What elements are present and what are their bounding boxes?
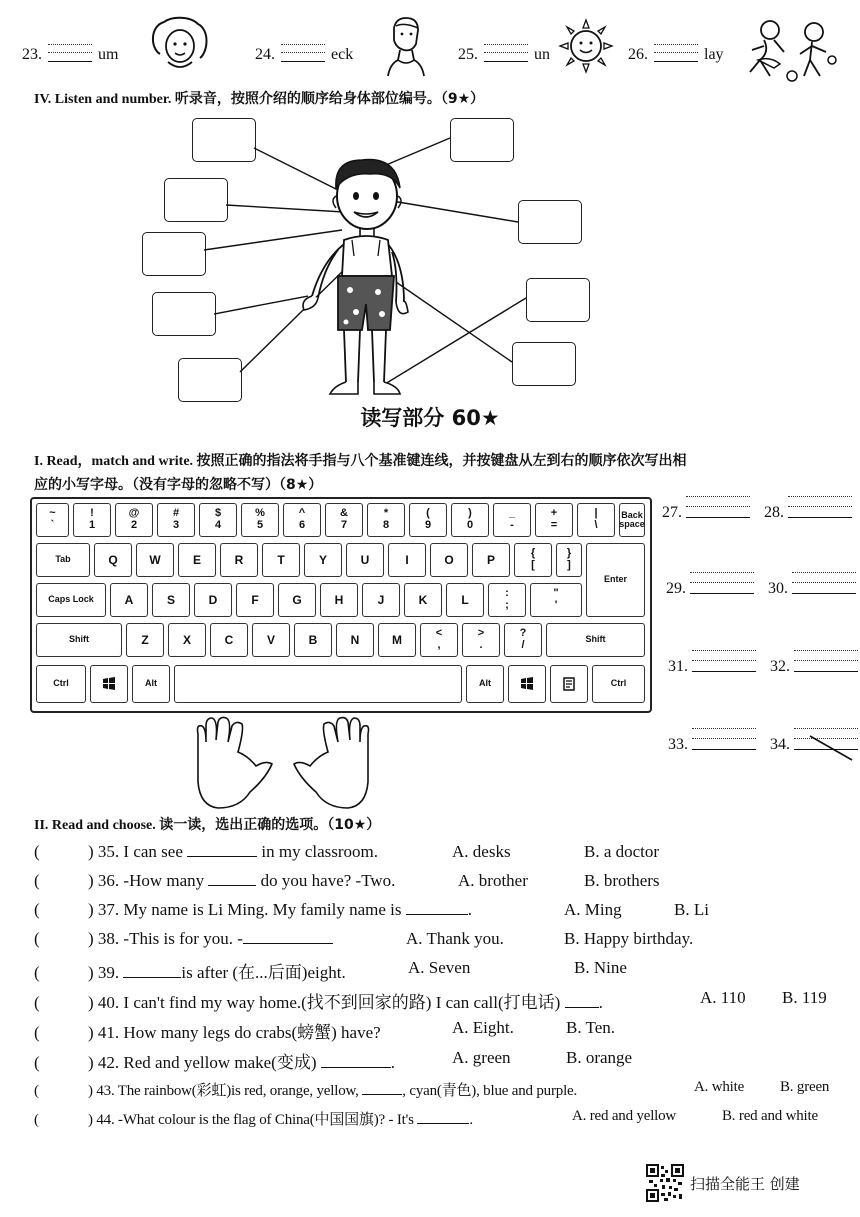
option-b[interactable]: B. Li xyxy=(674,900,709,919)
answer-blank[interactable] xyxy=(654,42,698,64)
option-a[interactable]: A. green xyxy=(452,1048,511,1067)
key-4: $ 4 xyxy=(199,503,237,537)
option-a[interactable]: A. red and yellow xyxy=(572,1108,677,1124)
answer-blank[interactable] xyxy=(321,1053,391,1068)
answer-30: 30. xyxy=(768,570,856,598)
key-l: L xyxy=(446,583,484,617)
answer-blank[interactable] xyxy=(484,42,528,64)
option-b[interactable]: B. Nine xyxy=(574,958,627,977)
answer-31: 31. xyxy=(668,648,756,676)
key-7: & 7 xyxy=(325,503,363,537)
key-u: U xyxy=(346,543,384,577)
question-43: ( ) 43. The rainbow(彩虹)is red, orange, yellow, , cyan(青色), blue and purple. A. white B. green xyxy=(34,1079,830,1099)
scanner-watermark xyxy=(646,1164,800,1202)
answer-blank[interactable] xyxy=(123,963,181,978)
key-left-alt: Alt xyxy=(132,665,170,703)
option-a[interactable]: A. 110 xyxy=(700,988,746,1007)
key-period: > . xyxy=(462,623,500,657)
option-b[interactable]: B. green xyxy=(780,1079,830,1095)
reading-writing-title: 读写部分 60★ xyxy=(360,406,500,430)
listen-number-heading: IV. Listen and number. 听录音，按照介绍的顺序给身体部位编号。（9★） xyxy=(34,91,485,107)
key-equals: + = xyxy=(535,503,573,537)
key-left-bracket: { [ xyxy=(514,543,552,577)
key-backspace: Back space xyxy=(619,503,645,537)
key-5: % 5 xyxy=(241,503,279,537)
answer-34: 34. xyxy=(770,726,858,754)
question-44: ( ) 44. -What colour is the flag of China(中国国旗)? - It's . A. red and yellow B. red and white xyxy=(34,1108,818,1128)
watermark-text: 扫描全能王 创建 xyxy=(690,1174,800,1193)
option-a[interactable]: A. brother xyxy=(458,871,528,890)
key-right-alt: Alt xyxy=(466,665,504,703)
key-right-bracket: } ] xyxy=(556,543,582,577)
qr-code-icon xyxy=(646,1164,684,1202)
key-enter: Enter xyxy=(586,543,645,617)
answer-blank[interactable] xyxy=(690,570,754,598)
question-41: ( ) 41. How many legs do crabs(螃蟹) have? A. Eight. B. Ten. xyxy=(34,1018,616,1042)
item-number: 25. xyxy=(458,46,478,63)
key-j: J xyxy=(362,583,400,617)
answer-blank[interactable] xyxy=(208,871,256,886)
key-3: # 3 xyxy=(157,503,195,537)
word-suffix: lay xyxy=(704,46,724,63)
answer-blank[interactable] xyxy=(794,648,858,676)
keyboard-diagram xyxy=(30,497,652,713)
option-a[interactable]: A. Thank you. xyxy=(406,929,504,948)
answer-blank[interactable] xyxy=(788,494,852,522)
key-s: S xyxy=(152,583,190,617)
windows-key-icon xyxy=(90,665,128,703)
key-2: @ 2 xyxy=(115,503,153,537)
key-i: I xyxy=(388,543,426,577)
question-40: ( ) 40. I can't find my way home.(找不到回家的路) I can call(打电话) . A. 110 B. 119 xyxy=(34,988,827,1012)
key-semicolon: : ; xyxy=(488,583,526,617)
key-k: K xyxy=(404,583,442,617)
windows-key-icon xyxy=(508,665,546,703)
key-x: X xyxy=(168,623,206,657)
answer-27: 27. xyxy=(662,494,750,522)
slash-mark xyxy=(808,730,854,764)
key-y: Y xyxy=(304,543,342,577)
key-quote: " ' xyxy=(530,583,582,617)
answer-blank[interactable] xyxy=(187,842,257,857)
option-a[interactable]: A. Eight. xyxy=(452,1018,514,1037)
girl-face-icon xyxy=(146,14,214,72)
option-b[interactable]: B. Happy birthday. xyxy=(564,929,694,948)
key-right-shift: Shift xyxy=(546,623,645,657)
key-caps-lock: Caps Lock xyxy=(36,583,106,617)
answer-blank[interactable] xyxy=(565,993,599,1008)
key-h: H xyxy=(320,583,358,617)
key-comma: < , xyxy=(420,623,458,657)
children-playing-icon xyxy=(740,16,842,86)
key-p: P xyxy=(472,543,510,577)
option-a[interactable]: A. desks xyxy=(452,842,511,861)
menu-key-icon xyxy=(550,665,588,703)
option-a[interactable]: A. Ming xyxy=(564,900,622,919)
option-b[interactable]: B. red and white xyxy=(722,1108,818,1124)
key-n: N xyxy=(336,623,374,657)
item-number: 24. xyxy=(255,46,275,63)
key-o: O xyxy=(430,543,468,577)
option-b[interactable]: B. 119 xyxy=(782,988,827,1007)
key-backtick: ~ ` xyxy=(36,503,69,537)
answer-29: 29. xyxy=(666,570,754,598)
question-37: ( ) 37. My name is Li Ming. My family name is . A. Ming B. Li xyxy=(34,900,709,919)
boy-body-figure xyxy=(0,100,860,400)
key-1: ! 1 xyxy=(73,503,111,537)
key-r: R xyxy=(220,543,258,577)
key-a: A xyxy=(110,583,148,617)
spelling-item-24 xyxy=(255,42,353,64)
word-suffix: eck xyxy=(331,46,354,63)
option-b[interactable]: B. brothers xyxy=(584,871,660,890)
question-35: ( ) 35. I can see in my classroom. A. desks B. a doctor xyxy=(34,842,660,861)
key-v: V xyxy=(252,623,290,657)
option-a[interactable]: A. Seven xyxy=(408,958,471,977)
key-0: ) 0 xyxy=(451,503,489,537)
answer-blank[interactable] xyxy=(686,494,750,522)
question-38: ( ) 38. -This is for you. - A. Thank you. B. Happy birthday. xyxy=(34,929,694,948)
answer-33: 33. xyxy=(668,726,756,754)
read-choose-heading: II. Read and choose. 读一读，选出正确的选项。（10★） xyxy=(34,817,381,833)
key-minus: _ - xyxy=(493,503,531,537)
answer-blank[interactable] xyxy=(417,1109,469,1124)
answer-blank[interactable] xyxy=(243,929,333,944)
sun-icon xyxy=(556,16,616,76)
option-b[interactable]: B. orange xyxy=(566,1048,633,1067)
key-g: G xyxy=(278,583,316,617)
question-36: ( ) 36. -How many do you have? -Two. A. brother B. brothers xyxy=(34,871,660,890)
answer-blank[interactable] xyxy=(281,42,325,64)
key-tab: Tab xyxy=(36,543,90,577)
spelling-item-26 xyxy=(628,42,724,64)
answer-blank[interactable] xyxy=(692,726,756,754)
key-t: T xyxy=(262,543,300,577)
key-e: E xyxy=(178,543,216,577)
key-c: C xyxy=(210,623,248,657)
option-b[interactable]: B. Ten. xyxy=(566,1018,616,1037)
answer-blank[interactable] xyxy=(48,42,92,64)
key-slash: ? / xyxy=(504,623,542,657)
key-right-ctrl: Ctrl xyxy=(592,665,645,703)
answer-28: 28. xyxy=(764,494,852,522)
key-8: * 8 xyxy=(367,503,405,537)
item-number: 23. xyxy=(22,46,42,63)
key-d: D xyxy=(194,583,232,617)
answer-blank[interactable] xyxy=(692,648,756,676)
key-backslash: | \ xyxy=(577,503,615,537)
question-42: ( ) 42. Red and yellow make(变成) . A. green B. orange xyxy=(34,1048,633,1072)
key-m: M xyxy=(378,623,416,657)
key-f: F xyxy=(236,583,274,617)
spelling-item-23 xyxy=(22,42,118,64)
key-9: ( 9 xyxy=(409,503,447,537)
question-39: ( ) 39. is after (在...后面)eight. A. Seven B. Nine xyxy=(34,958,627,982)
hands-icon xyxy=(188,712,378,814)
key-left-ctrl: Ctrl xyxy=(36,665,86,703)
read-match-write-heading: I. Read，match and write. 按照正确的指法将手指与八个基准键连线，并按键盘从左到右的顺序依次写出相 xyxy=(34,453,687,469)
item-number: 26. xyxy=(628,46,648,63)
answer-blank[interactable] xyxy=(792,570,856,598)
answer-32: 32. xyxy=(770,648,858,676)
boy-neck-icon xyxy=(384,14,426,78)
key-b: B xyxy=(294,623,332,657)
key-space xyxy=(174,665,462,703)
key-6: ^ 6 xyxy=(283,503,321,537)
read-match-write-heading-line2: 应的小写字母。（没有字母的忽略不写）（8★） xyxy=(34,477,323,493)
option-b[interactable]: B. a doctor xyxy=(584,842,660,861)
key-z: Z xyxy=(126,623,164,657)
spelling-item-25 xyxy=(458,42,550,64)
answer-blank[interactable] xyxy=(406,900,468,915)
option-a[interactable]: A. white xyxy=(694,1079,745,1095)
answer-blank[interactable] xyxy=(362,1080,402,1095)
word-suffix: un xyxy=(534,46,550,63)
key-w: W xyxy=(136,543,174,577)
key-q: Q xyxy=(94,543,132,577)
key-left-shift: Shift xyxy=(36,623,122,657)
word-suffix: um xyxy=(98,46,119,63)
